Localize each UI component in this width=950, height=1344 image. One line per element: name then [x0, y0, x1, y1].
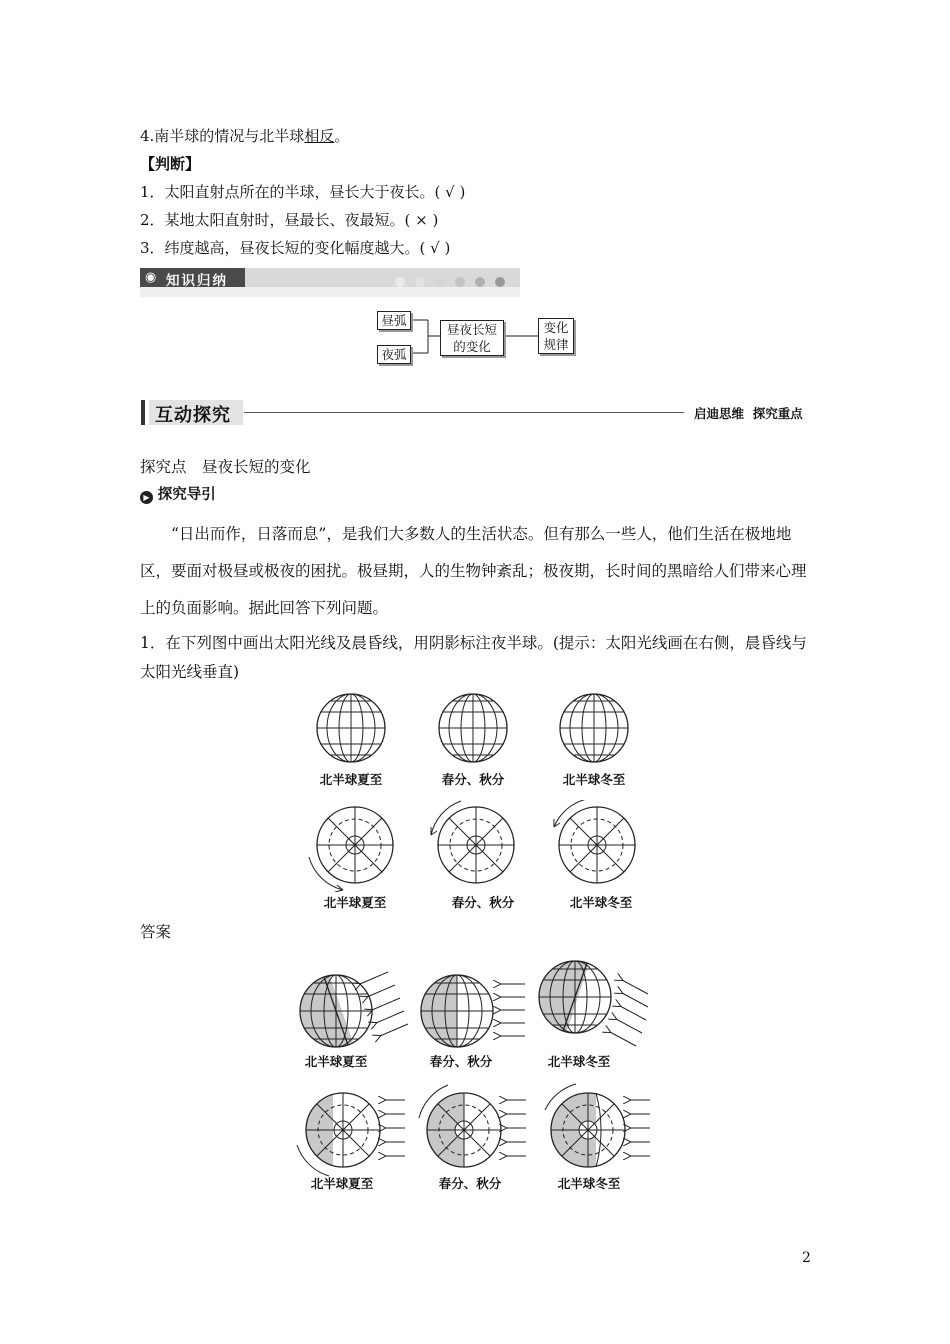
day-night-change-box: 昼夜长短的变化: [440, 320, 504, 356]
caption-q-side-3: 北半球冬至: [562, 772, 626, 787]
section-marker: [141, 400, 145, 425]
caption-a-side-1: 北半球夏至: [304, 1054, 368, 1069]
intro-paragraph: “日出而作，日落而息”，是我们大多数人的生活状态。但有那么一些人，他们生活在极地地区，要面对极昼或极夜的困扰。极昼期，人的生物钟紊乱；极夜期，长时间的黑暗给人们带来心理上的负面影响。据此回答下列问题。: [140, 525, 807, 617]
caption-a-polar-1: 北半球夏至: [310, 1176, 374, 1191]
knowledge-icon: ◉: [145, 270, 157, 285]
section-tagline: 启迪思维 探究重点: [694, 406, 803, 421]
caption-q-side-2: 春分、秋分: [441, 772, 505, 787]
knowledge-label: 知识归纳: [166, 273, 228, 289]
point-title: 探究点 昼夜长短的变化: [140, 458, 311, 476]
rotation-arrow-icon: [554, 800, 587, 827]
caption-q-polar-2: 春分、秋分: [451, 895, 515, 910]
rotation-arrow-icon: [431, 801, 461, 835]
answer-polar-globes: [290, 1078, 660, 1178]
underlined-answer: 相反: [304, 127, 335, 145]
judge-heading: 【判断】: [140, 155, 201, 173]
question-side-globes: [300, 690, 650, 770]
question-polar-globes: [300, 800, 650, 892]
globe-equinox: [439, 694, 507, 762]
change-rule-box: 变化规律: [538, 318, 574, 354]
caption-a-polar-2: 春分、秋分: [438, 1176, 502, 1191]
night-arc-box: 夜弧: [377, 345, 411, 364]
judge-item-2: 2．某地太阳直射时，昼最长、夜最短。( × ): [140, 211, 439, 229]
item4-text: 4.南半球的情况与北半球相反。: [140, 127, 350, 145]
judge-item-3: 3．纬度越高，昼夜长短的变化幅度越大。( √ ): [140, 239, 451, 257]
knowledge-bar: [140, 268, 520, 298]
caption-q-side-1: 北半球夏至: [319, 772, 383, 787]
knowledge-dots: [395, 273, 505, 291]
play-icon: ▶: [140, 491, 153, 504]
answer-label: 答案: [140, 923, 172, 941]
caption-q-polar-1: 北半球夏至: [323, 895, 387, 910]
caption-a-side-2: 春分、秋分: [429, 1054, 493, 1069]
section-title: 互动探究: [155, 405, 231, 426]
judge-item-1: 1．太阳直射点所在的半球，昼长大于夜长。( √ ): [140, 183, 466, 201]
day-arc-box: 昼弧: [377, 311, 411, 330]
question-1: 1．在下列图中画出太阳光线及晨昏线，用阴影标注夜半球。(提示：太阳光线画在右侧，晨昏线与太阳光线垂直): [140, 634, 807, 681]
caption-q-polar-3: 北半球冬至: [569, 895, 633, 910]
page-number: 2: [802, 1250, 811, 1266]
caption-a-polar-3: 北半球冬至: [557, 1176, 621, 1191]
globe-summer: [317, 694, 385, 762]
globe-winter: [560, 694, 628, 762]
guide-heading: ▶ 探究导引: [140, 483, 216, 504]
answer-side-globes: [290, 952, 660, 1052]
caption-a-side-3: 北半球冬至: [547, 1054, 611, 1069]
